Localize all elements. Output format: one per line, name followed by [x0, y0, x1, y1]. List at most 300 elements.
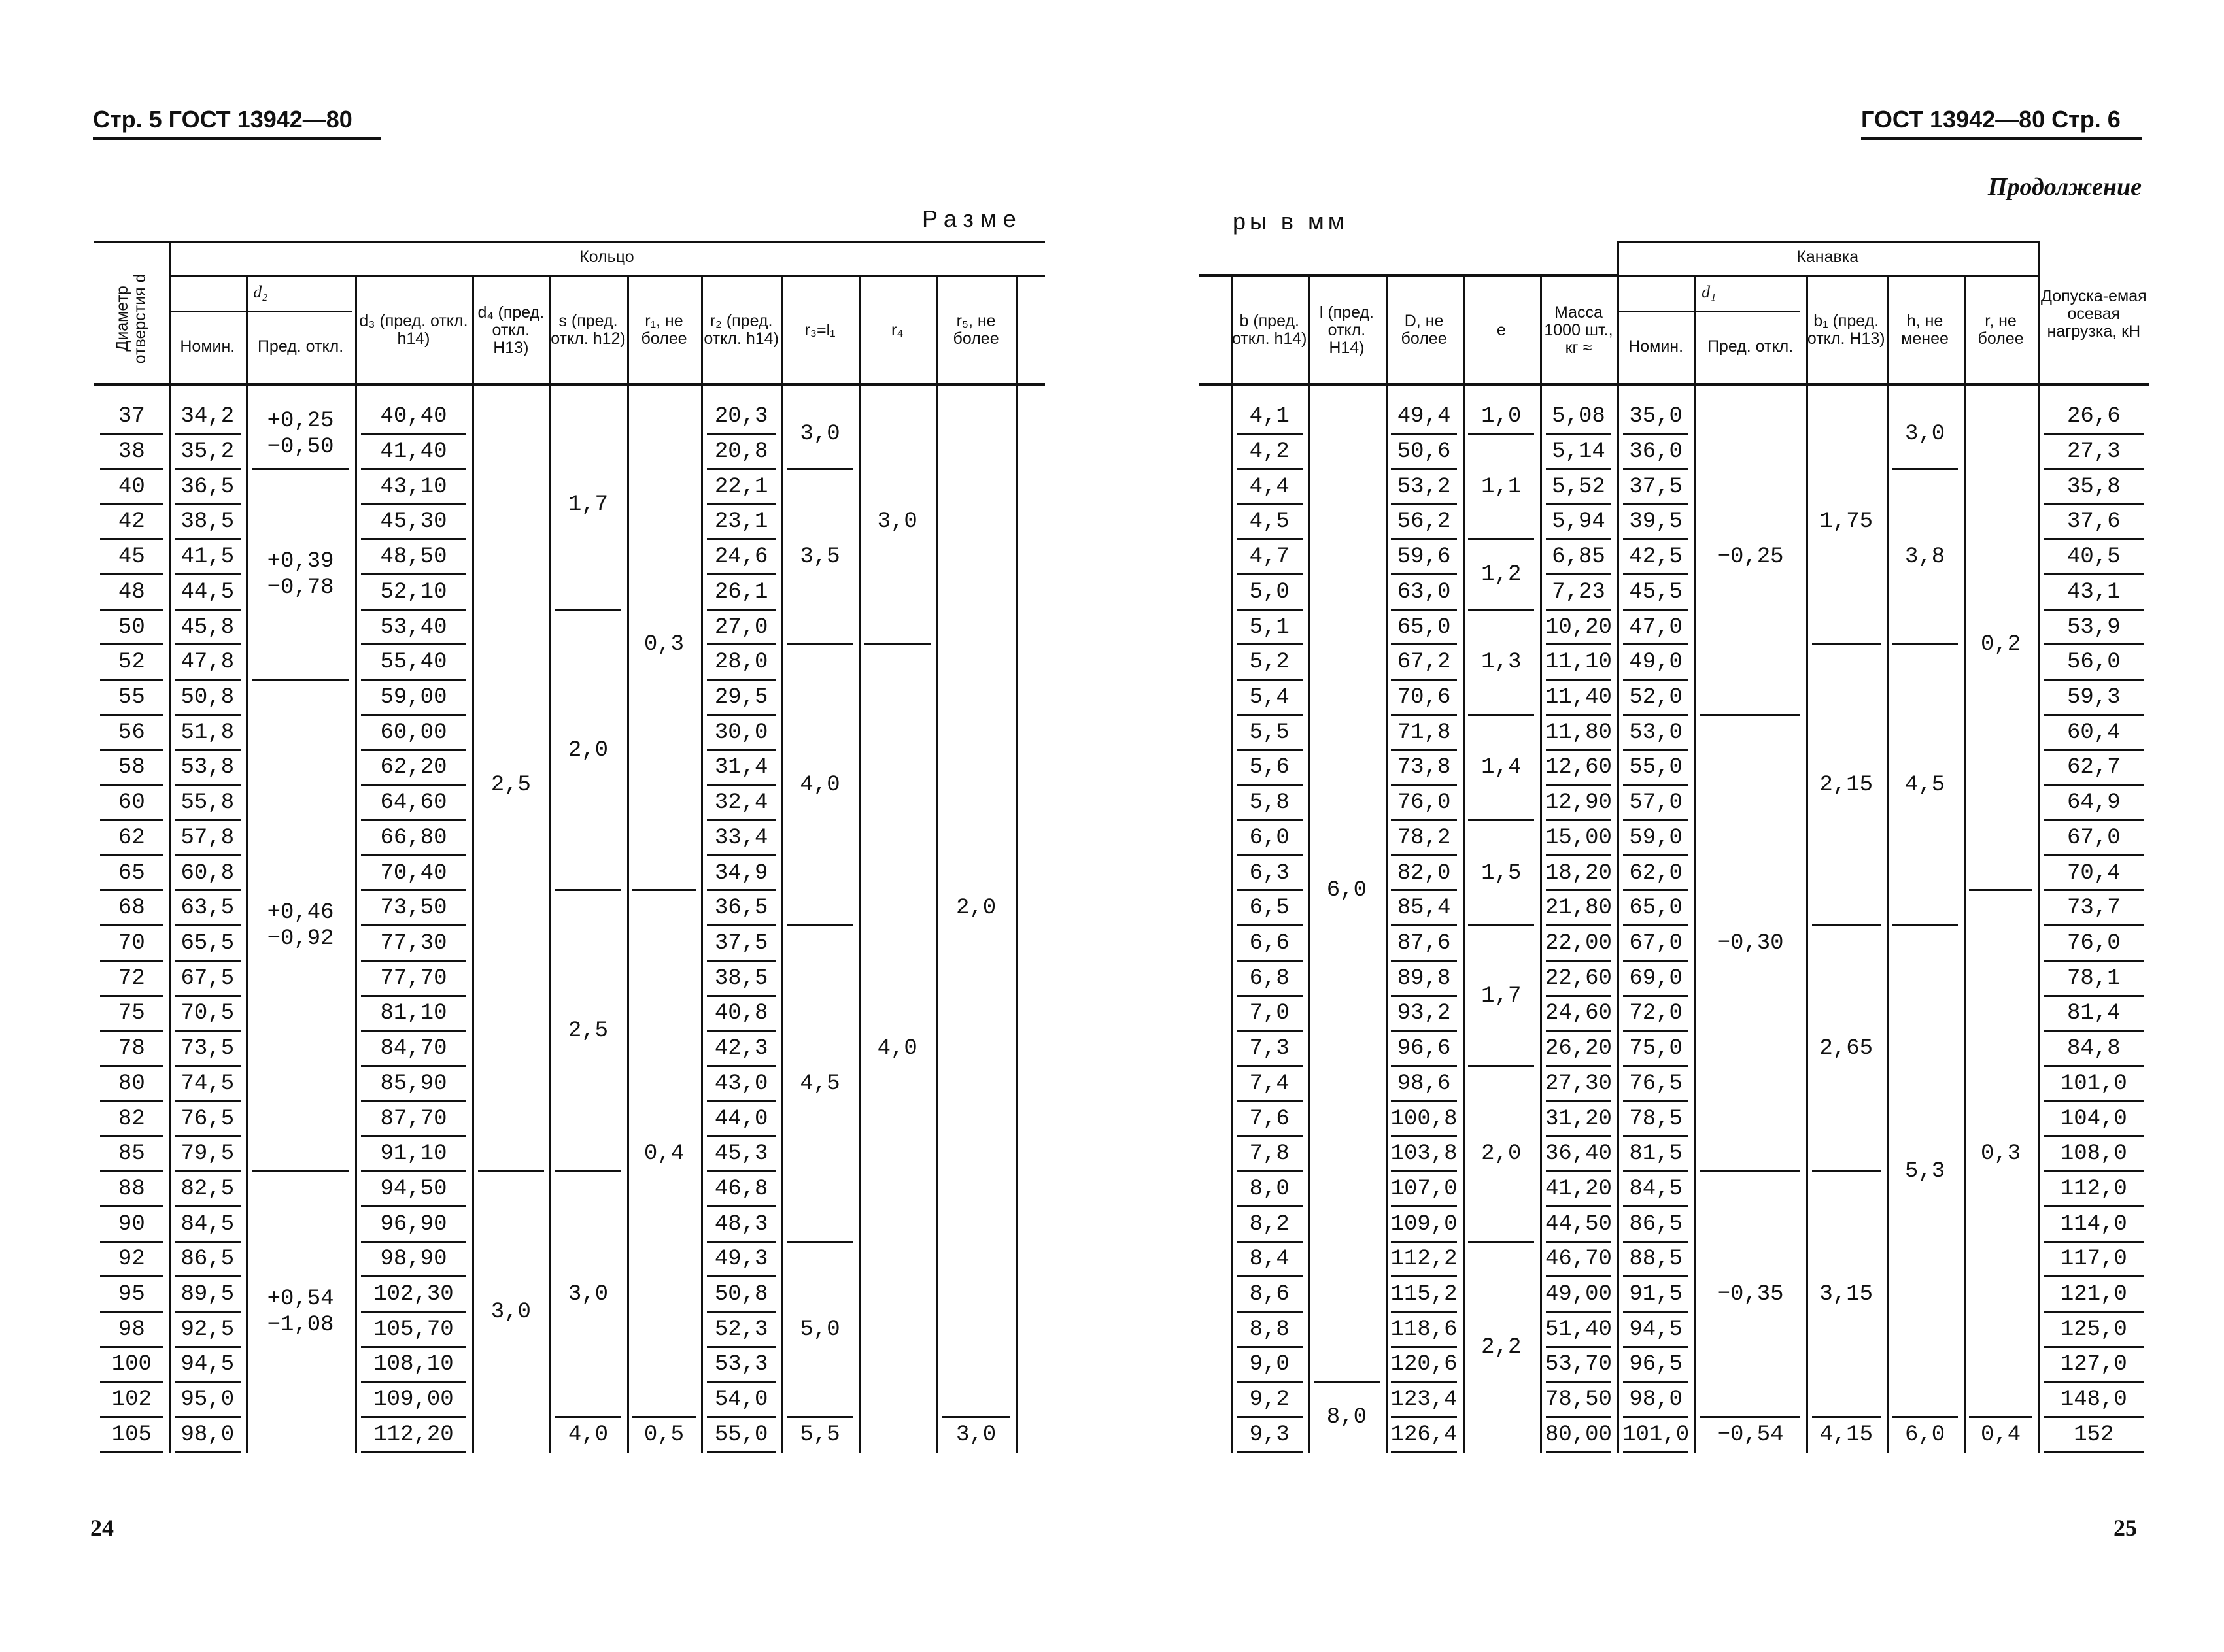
table-cell-d2-nominal: 82,5: [180, 1176, 235, 1202]
left-page-number: 24: [90, 1515, 114, 1541]
table-cell-d2-nominal: 44,5: [180, 579, 235, 605]
table-cell-load: 148,0: [2060, 1387, 2127, 1413]
table-cell-d1: 42,5: [1629, 545, 1683, 570]
table-cell-d3: 45,30: [380, 509, 447, 535]
table-cell-b: 5,5: [1249, 720, 1290, 745]
table-cell-d1: 84,5: [1629, 1176, 1683, 1202]
table-cell-r2: 27,0: [714, 615, 768, 640]
caption-right-part: ры в мм: [1233, 208, 1348, 235]
table-cell-load: 27,3: [2067, 439, 2121, 464]
table-cell-load: 62,7: [2067, 755, 2121, 781]
table-cell-d2-nominal: 67,5: [180, 966, 235, 991]
table-cell-r2: 45,3: [714, 1141, 768, 1167]
table-cell-r2: 43,0: [714, 1071, 768, 1096]
table-cell-load: 40,5: [2067, 545, 2121, 570]
h-merged-cell: 3,0: [1904, 422, 1945, 447]
table-cell-d2-nominal: 47,8: [180, 650, 235, 675]
table-cell-d1: 39,5: [1629, 509, 1683, 535]
table-cell-d2-nominal: 53,8: [180, 755, 235, 781]
table-cell-d2-nominal: 57,8: [180, 825, 235, 851]
table-cell-d1: 37,5: [1629, 474, 1683, 499]
table-cell-diameter: 45: [118, 545, 145, 570]
row-rule: [707, 1451, 776, 1453]
table-cell-mass: 22,60: [1545, 966, 1612, 991]
table-cell-b: 7,3: [1249, 1036, 1290, 1062]
table-cell-r2: 40,8: [714, 1001, 768, 1026]
r1-merged-cell: 0,3: [643, 632, 685, 658]
table-cell-load: 81,4: [2067, 1001, 2121, 1026]
table-cell-diameter: 62: [118, 825, 145, 851]
table-cell-r2: 48,3: [714, 1211, 768, 1237]
table-cell-d2-nominal: 34,2: [180, 404, 235, 430]
s-merged-cell: 1,7: [568, 492, 609, 517]
table-cell-D: 120,6: [1390, 1352, 1458, 1377]
r5-merged-cell: 2,0: [955, 896, 997, 921]
r3-merged-cell: 3,5: [800, 545, 840, 570]
table-cell-load: 114,0: [2060, 1211, 2127, 1237]
table-cell-d1: 94,5: [1629, 1317, 1683, 1342]
table-cell-D: 103,8: [1390, 1141, 1458, 1167]
table-cell-mass: 53,70: [1545, 1352, 1612, 1377]
table-cell-D: 85,4: [1397, 896, 1451, 921]
d1-deviation-header: Пред. откл.: [1707, 337, 1794, 356]
table-cell-d3: 85,90: [380, 1071, 447, 1096]
diameter-column-header: Диаметр отверстия d: [113, 273, 150, 363]
table-cell-D: 65,0: [1397, 615, 1451, 640]
table-cell-b: 9,2: [1249, 1387, 1290, 1413]
table-cell-mass: 10,20: [1545, 615, 1612, 640]
table-cell-r2: 28,0: [714, 650, 768, 675]
r1-merged-cell: 0,5: [643, 1422, 685, 1447]
table-cell-diameter: 40: [118, 474, 145, 499]
table-cell-diameter: 90: [118, 1211, 145, 1237]
table-cell-d2-nominal: 95,0: [180, 1387, 235, 1413]
b1-merged-cell: 3,15: [1819, 1282, 1873, 1307]
table-cell-d3: 41,40: [380, 439, 447, 464]
b1-merged-cell: 2,15: [1819, 773, 1873, 798]
table-cell-d3: 52,10: [380, 579, 447, 605]
table-cell-b: 8,6: [1249, 1282, 1290, 1307]
table-cell-diameter: 92: [118, 1247, 145, 1272]
table-cell-b: 5,2: [1249, 650, 1290, 675]
table-cell-b: 6,5: [1249, 896, 1290, 921]
d4-merged-cell: 2,5: [490, 773, 531, 798]
table-cell-r2: 34,9: [714, 860, 768, 886]
table-cell-b: 5,4: [1249, 684, 1290, 710]
table-cell-d1: 81,5: [1629, 1141, 1683, 1167]
table-cell-D: 59,6: [1397, 545, 1451, 570]
table-cell-mass: 26,20: [1545, 1036, 1612, 1062]
table-cell-d2-nominal: 60,8: [180, 860, 235, 886]
table-cell-d2-nominal: 86,5: [180, 1247, 235, 1272]
r-column-header: r, не более: [1977, 312, 2024, 348]
d2-header: d₂: [253, 282, 268, 302]
table-cell-d3: 64,60: [380, 790, 447, 816]
table-cell-load: 117,0: [2060, 1247, 2127, 1272]
table-cell-r2: 26,1: [714, 579, 768, 605]
b1-column-header: b₁ (пред. откл. H13): [1807, 312, 1885, 348]
table-cell-b: 5,1: [1249, 615, 1290, 640]
table-cell-diameter: 95: [118, 1282, 145, 1307]
table-cell-mass: 44,50: [1545, 1211, 1612, 1237]
table-cell-d3: 62,20: [380, 755, 447, 781]
table-cell-mass: 5,08: [1552, 404, 1605, 430]
table-cell-b: 6,6: [1249, 930, 1290, 956]
table-cell-mass: 24,60: [1545, 1001, 1612, 1026]
e-merged-cell: 2,0: [1481, 1141, 1522, 1167]
table-cell-D: 118,6: [1390, 1317, 1458, 1342]
table-cell-d1: 53,0: [1629, 720, 1683, 745]
table-cell-b: 5,0: [1249, 579, 1290, 605]
table-cell-load: 35,8: [2067, 474, 2121, 499]
table-cell-mass: 11,10: [1545, 650, 1612, 675]
d4-merged-cell: 3,0: [490, 1299, 531, 1324]
table-cell-mass: 15,00: [1545, 825, 1612, 851]
table-cell-diameter: 88: [118, 1176, 145, 1202]
table-cell-mass: 46,70: [1545, 1247, 1612, 1272]
table-cell-load: 59,3: [2067, 684, 2121, 710]
row-rule: [100, 1451, 163, 1453]
table-cell-d3: 40,40: [380, 404, 447, 430]
table-cell-r2: 29,5: [714, 684, 768, 710]
table-cell-r2: 38,5: [714, 966, 768, 991]
table-cell-load: 60,4: [2067, 720, 2121, 745]
table-cell-diameter: 98: [118, 1317, 145, 1342]
table-cell-d1: 72,0: [1629, 1001, 1683, 1026]
ring-header-bottom-rule: [94, 383, 1044, 386]
table-cell-r2: 36,5: [714, 896, 768, 921]
table-cell-load: 121,0: [2060, 1282, 2127, 1307]
table-cell-d2-nominal: 89,5: [180, 1282, 235, 1307]
table-cell-diameter: 60: [118, 790, 145, 816]
table-cell-r2: 32,4: [714, 790, 768, 816]
d2-deviation-merged-cell: +0,54 −1,08: [267, 1286, 334, 1338]
table-cell-r2: 23,1: [714, 509, 768, 535]
table-cell-d2-nominal: 70,5: [180, 1001, 235, 1026]
table-cell-d3: 70,40: [380, 860, 447, 886]
e-merged-cell: 1,5: [1481, 860, 1522, 886]
table-cell-D: 126,4: [1390, 1422, 1458, 1447]
table-cell-d1: 69,0: [1629, 966, 1683, 991]
e-merged-cell: 2,2: [1481, 1334, 1522, 1360]
table-cell-D: 50,6: [1397, 439, 1451, 464]
row-rule: [361, 1451, 467, 1453]
table-cell-b: 4,7: [1249, 545, 1290, 570]
table-cell-b: 9,3: [1249, 1422, 1290, 1447]
table-cell-r2: 20,8: [714, 439, 768, 464]
table-cell-D: 112,2: [1390, 1247, 1458, 1272]
table-cell-r2: 37,5: [714, 930, 768, 956]
table-cell-b: 8,4: [1249, 1247, 1290, 1272]
r3-merged-cell: 4,0: [800, 773, 840, 798]
table-cell-d3: 96,90: [380, 1211, 447, 1237]
table-cell-mass: 12,60: [1545, 755, 1612, 781]
r4-column-header: r₄: [891, 320, 904, 339]
table-cell-diameter: 65: [118, 860, 145, 886]
table-cell-d2-nominal: 79,5: [180, 1141, 235, 1167]
table-cell-D: 70,6: [1397, 684, 1451, 710]
table-cell-b: 8,8: [1249, 1317, 1290, 1342]
right-running-header: ГОСТ 13942—80 Стр. 6: [1861, 106, 2121, 133]
table-cell-D: 98,6: [1397, 1071, 1451, 1096]
d2-deviation-merged-cell: +0,25 −0,50: [267, 409, 334, 460]
r2-column-header: r₂ (пред. откл. h14): [704, 312, 779, 348]
table-cell-diameter: 55: [118, 684, 145, 710]
s-merged-cell: 4,0: [568, 1422, 609, 1447]
e-merged-cell: 1,3: [1481, 650, 1522, 675]
table-cell-mass: 5,52: [1552, 474, 1605, 499]
d1-deviation-merged-cell: −0,35: [1717, 1282, 1784, 1307]
table-cell-load: 78,1: [2067, 966, 2121, 991]
e-merged-cell: 1,0: [1481, 404, 1522, 430]
table-cell-r2: 54,0: [714, 1387, 768, 1413]
s-column-header: s (пред. откл. h12): [551, 312, 626, 348]
table-cell-b: 7,8: [1249, 1141, 1290, 1167]
table-cell-d1: 91,5: [1629, 1282, 1683, 1307]
table-cell-D: 49,4: [1397, 404, 1451, 430]
table-cell-D: 71,8: [1397, 720, 1451, 745]
row-rule: [1237, 1451, 1303, 1453]
table-cell-b: 8,0: [1249, 1176, 1290, 1202]
table-cell-d2-nominal: 45,8: [180, 615, 235, 640]
table-cell-mass: 41,20: [1545, 1176, 1612, 1202]
e-merged-cell: 1,4: [1481, 755, 1522, 781]
table-cell-D: 100,8: [1390, 1106, 1458, 1132]
table-cell-load: 125,0: [2060, 1317, 2127, 1342]
table-cell-diameter: 78: [118, 1036, 145, 1062]
d1-deviation-merged-cell: −0,54: [1717, 1422, 1784, 1447]
groove-header-bottom-rule: [1199, 383, 2149, 386]
table-cell-d1: 36,0: [1629, 439, 1683, 464]
caption-left-part: Разме: [922, 205, 1023, 232]
s-merged-cell: 2,5: [568, 1019, 609, 1044]
table-cell-d1: 55,0: [1629, 755, 1683, 781]
table-cell-d1: 52,0: [1629, 684, 1683, 710]
table-cell-mass: 21,80: [1545, 896, 1612, 921]
table-cell-load: 67,0: [2067, 825, 2121, 851]
table-cell-d2-nominal: 92,5: [180, 1317, 235, 1342]
d4-column-header: d₄ (пред. откл. H13): [477, 303, 545, 357]
table-cell-diameter: 85: [118, 1141, 145, 1167]
table-cell-D: 109,0: [1390, 1211, 1458, 1237]
table-cell-r2: 30,0: [714, 720, 768, 745]
table-cell-mass: 36,40: [1545, 1141, 1612, 1167]
table-cell-d2-nominal: 41,5: [180, 545, 235, 570]
d1-nominal-header: Номин.: [1628, 337, 1684, 356]
d2-nominal-header: Номин.: [180, 337, 235, 356]
row-rule: [1391, 1451, 1457, 1453]
r5-merged-cell: 3,0: [955, 1422, 997, 1447]
table-cell-d3: 66,80: [380, 825, 447, 851]
table-cell-mass: 7,23: [1552, 579, 1605, 605]
table-cell-mass: 27,30: [1545, 1071, 1612, 1096]
row-rule: [175, 1451, 241, 1453]
d1-header: d₁: [1702, 282, 1717, 302]
right-page-number: 25: [2113, 1515, 2137, 1541]
table-cell-diameter: 105: [111, 1422, 152, 1447]
r3-merged-cell: 4,5: [800, 1071, 840, 1096]
r-merged-cell: 0,3: [1980, 1141, 2021, 1167]
groove-table-top-rule: [1199, 274, 1617, 277]
d2-deviation-merged-cell: +0,39 −0,78: [267, 548, 334, 600]
table-cell-d3: 60,00: [380, 720, 447, 745]
table-cell-d1: 101,0: [1622, 1422, 1690, 1447]
table-cell-diameter: 70: [118, 930, 145, 956]
table-cell-D: 123,4: [1390, 1387, 1458, 1413]
table-cell-mass: 6,85: [1552, 545, 1605, 570]
table-cell-D: 76,0: [1397, 790, 1451, 816]
table-cell-d3: 91,10: [380, 1141, 447, 1167]
groove-group-header: Канавка: [1796, 248, 1859, 267]
table-cell-diameter: 38: [118, 439, 145, 464]
D-column-header: D, не более: [1401, 312, 1447, 348]
table-cell-b: 4,2: [1249, 439, 1290, 464]
r3-merged-cell: 5,5: [800, 1422, 840, 1447]
table-cell-mass: 22,00: [1545, 930, 1612, 956]
e-merged-cell: 1,2: [1481, 562, 1522, 587]
h-column-header: h, не менее: [1901, 312, 1949, 348]
row-rule: [1623, 1451, 1689, 1453]
r-merged-cell: 0,2: [1980, 632, 2021, 658]
table-cell-r2: 49,3: [714, 1247, 768, 1272]
table-cell-d1: 35,0: [1629, 404, 1683, 430]
table-cell-load: 70,4: [2067, 860, 2121, 886]
row-rule: [2044, 1451, 2144, 1453]
table-cell-d1: 47,0: [1629, 615, 1683, 640]
r-merged-cell: 0,4: [1980, 1422, 2021, 1447]
table-cell-d1: 88,5: [1629, 1247, 1683, 1272]
b1-merged-cell: 1,75: [1819, 509, 1873, 535]
table-cell-d3: 59,00: [380, 684, 447, 710]
table-cell-d1: 67,0: [1629, 930, 1683, 956]
h-merged-cell: 3,8: [1904, 545, 1945, 570]
table-cell-b: 7,6: [1249, 1106, 1290, 1132]
table-cell-mass: 5,94: [1552, 509, 1605, 535]
table-cell-diameter: 82: [118, 1106, 145, 1132]
table-cell-load: 73,7: [2067, 896, 2121, 921]
table-cell-b: 9,0: [1249, 1352, 1290, 1377]
table-cell-b: 4,5: [1249, 509, 1290, 535]
table-cell-mass: 80,00: [1545, 1422, 1612, 1447]
table-cell-d1: 75,0: [1629, 1036, 1683, 1062]
table-cell-load: 64,9: [2067, 790, 2121, 816]
table-cell-r2: 46,8: [714, 1176, 768, 1202]
table-cell-load: 37,6: [2067, 509, 2121, 535]
table-cell-diameter: 68: [118, 896, 145, 921]
table-cell-D: 63,0: [1397, 579, 1451, 605]
table-cell-r2: 33,4: [714, 825, 768, 851]
table-cell-r2: 55,0: [714, 1422, 768, 1447]
table-cell-d3: 55,40: [380, 650, 447, 675]
table-cell-diameter: 42: [118, 509, 145, 535]
r3-column-header: r₃=l₁: [804, 320, 836, 339]
table-cell-d1: 49,0: [1629, 650, 1683, 675]
table-cell-load: 152: [2074, 1422, 2114, 1447]
table-cell-diameter: 37: [118, 404, 145, 430]
table-cell-r2: 20,3: [714, 404, 768, 430]
table-cell-load: 53,9: [2067, 615, 2121, 640]
table-cell-d2-nominal: 65,5: [180, 930, 235, 956]
table-cell-r2: 50,8: [714, 1282, 768, 1307]
table-cell-b: 7,0: [1249, 1001, 1290, 1026]
table-cell-diameter: 50: [118, 615, 145, 640]
table-cell-d3: 77,30: [380, 930, 447, 956]
table-cell-load: 26,6: [2067, 404, 2121, 430]
r3-merged-cell: 5,0: [800, 1317, 840, 1342]
table-cell-r2: 42,3: [714, 1036, 768, 1062]
table-cell-d3: 105,70: [373, 1317, 454, 1342]
table-cell-load: 112,0: [2060, 1176, 2127, 1202]
table-cell-d2-nominal: 55,8: [180, 790, 235, 816]
table-cell-b: 6,0: [1249, 825, 1290, 851]
table-cell-d2-nominal: 36,5: [180, 474, 235, 499]
table-cell-d2-nominal: 94,5: [180, 1352, 235, 1377]
table-cell-d3: 43,10: [380, 474, 447, 499]
table-cell-D: 87,6: [1397, 930, 1451, 956]
table-cell-b: 6,3: [1249, 860, 1290, 886]
table-cell-D: 115,2: [1390, 1282, 1458, 1307]
table-cell-d2-nominal: 50,8: [180, 684, 235, 710]
table-cell-mass: 49,00: [1545, 1282, 1612, 1307]
ring-col-divider: [1016, 275, 1018, 1453]
r1-column-header: r₁, не более: [641, 312, 687, 348]
d1-deviation-merged-cell: −0,25: [1717, 545, 1784, 570]
table-cell-load: 76,0: [2067, 930, 2121, 956]
table-cell-d2-nominal: 35,2: [180, 439, 235, 464]
table-cell-d1: 98,0: [1629, 1387, 1683, 1413]
table-cell-mass: 18,20: [1545, 860, 1612, 886]
table-cell-mass: 11,40: [1545, 684, 1612, 710]
d1-deviation-merged-cell: −0,30: [1717, 930, 1784, 956]
r1-merged-cell: 0,4: [643, 1141, 685, 1167]
table-cell-diameter: 52: [118, 650, 145, 675]
table-cell-d2-nominal: 73,5: [180, 1036, 235, 1062]
table-cell-d2-nominal: 76,5: [180, 1106, 235, 1132]
table-cell-d3: 48,50: [380, 545, 447, 570]
table-cell-b: 4,1: [1249, 404, 1290, 430]
d3-column-header: d₃ (пред. откл. h14): [359, 312, 468, 348]
table-cell-D: 96,6: [1397, 1036, 1451, 1062]
r5-column-header: r₅, не более: [953, 312, 999, 348]
table-cell-D: 107,0: [1390, 1176, 1458, 1202]
r3-merged-cell: 3,0: [800, 422, 840, 447]
h-merged-cell: 5,3: [1904, 1159, 1945, 1185]
table-cell-d3: 109,00: [373, 1387, 454, 1413]
table-cell-diameter: 100: [111, 1352, 152, 1377]
table-cell-d1: 76,5: [1629, 1071, 1683, 1096]
table-cell-d3: 108,10: [373, 1352, 454, 1377]
l-column-header: l (пред. откл. H14): [1319, 303, 1374, 357]
table-cell-mass: 31,20: [1545, 1106, 1612, 1132]
table-cell-load: 104,0: [2060, 1106, 2127, 1132]
right-header-rule: [1861, 137, 2142, 140]
b1-merged-cell: 4,15: [1819, 1422, 1873, 1447]
table-cell-load: 101,0: [2060, 1071, 2127, 1096]
table-cell-d3: 94,50: [380, 1176, 447, 1202]
table-cell-d2-nominal: 63,5: [180, 896, 235, 921]
l-merged-cell: 6,0: [1326, 878, 1367, 903]
table-cell-load: 108,0: [2060, 1141, 2127, 1167]
h-merged-cell: 6,0: [1904, 1422, 1945, 1447]
table-cell-d1: 78,5: [1629, 1106, 1683, 1132]
table-cell-diameter: 58: [118, 755, 145, 781]
table-cell-d2-nominal: 98,0: [180, 1422, 235, 1447]
table-cell-D: 73,8: [1397, 755, 1451, 781]
table-cell-d3: 98,90: [380, 1247, 447, 1272]
table-cell-diameter: 75: [118, 1001, 145, 1026]
table-cell-d3: 84,70: [380, 1036, 447, 1062]
table-cell-b: 4,4: [1249, 474, 1290, 499]
